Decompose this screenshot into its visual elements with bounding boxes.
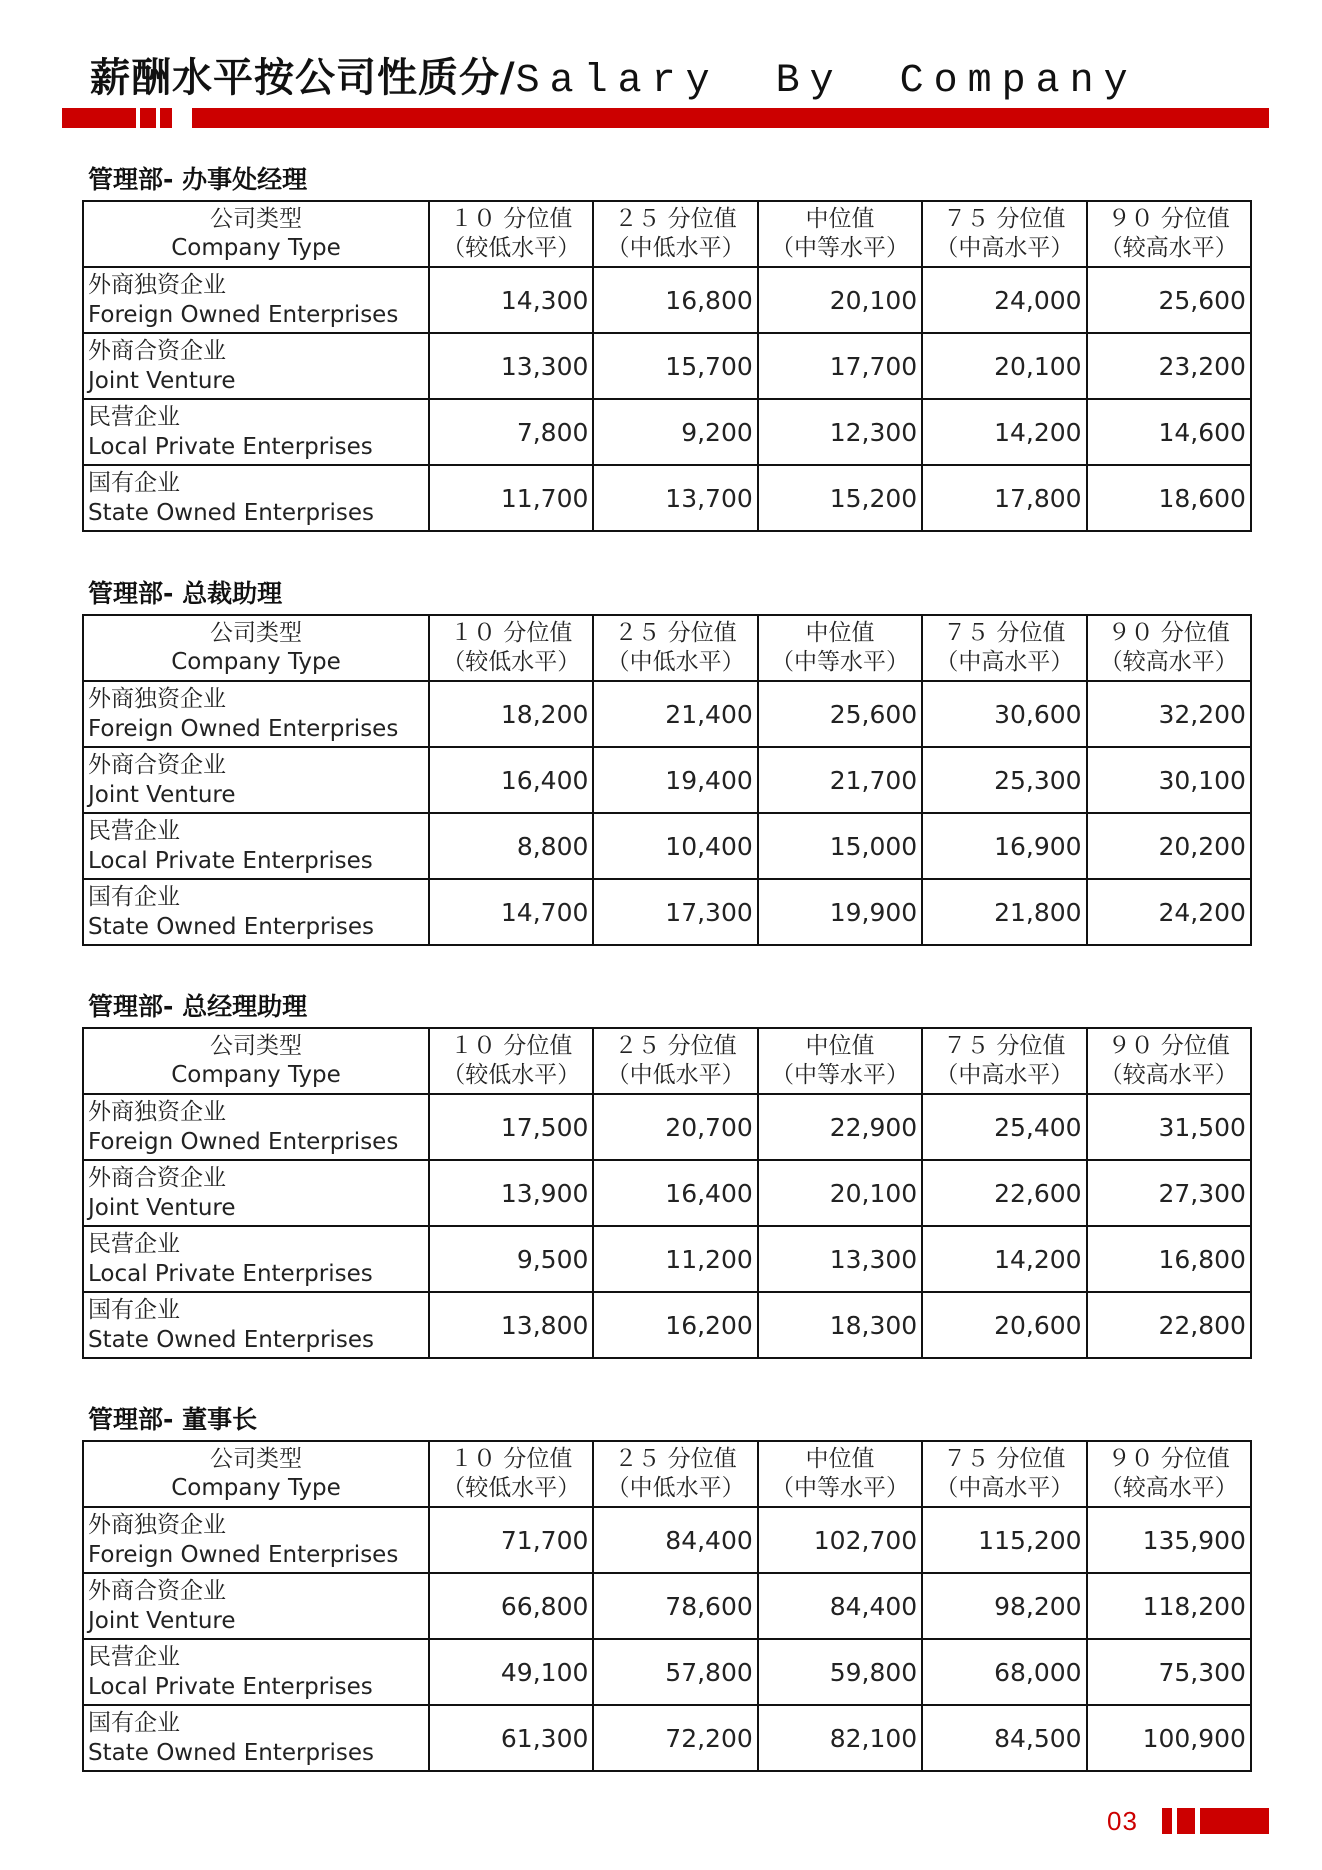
column-header-line: ７５ 分位值 (943, 206, 1066, 232)
salary-table (82, 200, 1252, 532)
page-title-zh: 薪酬水平按公司性质分/ (90, 55, 516, 101)
column-header-line: ９０ 分位值 (1107, 1446, 1230, 1472)
column-header-line: ９０ 分位值 (1107, 1033, 1230, 1059)
company-type-en: State Owned Enterprises (88, 500, 375, 526)
table-row (83, 465, 1251, 531)
column-header-p10 (429, 615, 593, 681)
salary-value-p10: 16,400 (429, 747, 593, 813)
column-header-p75 (922, 201, 1086, 267)
header-bar-block (140, 108, 156, 128)
salary-value-p50: 22,900 (758, 1094, 922, 1160)
column-header-line: （中高水平） (935, 235, 1074, 261)
salary-value-p25: 20,700 (593, 1094, 757, 1160)
salary-value-p75: 20,600 (922, 1292, 1086, 1358)
company-type-zh: 外商独资企业 (88, 272, 226, 298)
company-type-cell (83, 747, 429, 813)
header-row (83, 201, 1251, 267)
company-type-zh: 民营企业 (88, 1644, 180, 1670)
company-type-cell (83, 681, 429, 747)
salary-value-p25: 84,400 (593, 1507, 757, 1573)
column-header-p25 (593, 1028, 757, 1094)
column-header-line: ２５ 分位值 (614, 1446, 737, 1472)
column-header-line: ９０ 分位值 (1107, 206, 1230, 232)
column-header-p50 (758, 201, 922, 267)
company-type-en: Foreign Owned Enterprises (88, 716, 399, 742)
company-type-cell (83, 399, 429, 465)
company-type-en: State Owned Enterprises (88, 1327, 375, 1353)
company-type-cell (83, 1160, 429, 1226)
salary-value-p90: 25,600 (1087, 267, 1251, 333)
table-row (83, 1639, 1251, 1705)
company-type-zh: 外商独资企业 (88, 1512, 226, 1538)
company-type-zh: 民营企业 (88, 1231, 180, 1257)
salary-value-p75: 30,600 (922, 681, 1086, 747)
column-header-line: （中低水平） (606, 1062, 745, 1088)
company-type-en: Foreign Owned Enterprises (88, 1129, 399, 1155)
salary-value-p75: 14,200 (922, 1226, 1086, 1292)
table-row (83, 267, 1251, 333)
salary-value-p90: 24,200 (1087, 879, 1251, 945)
salary-value-p10: 13,300 (429, 333, 593, 399)
column-header-line: 公司类型 (210, 206, 302, 232)
salary-value-p50: 21,700 (758, 747, 922, 813)
column-header-p25 (593, 201, 757, 267)
column-header-p50 (758, 1028, 922, 1094)
salary-value-p75: 20,100 (922, 333, 1086, 399)
column-header-line: （中等水平） (770, 649, 909, 675)
column-header-line: ２５ 分位值 (614, 1033, 737, 1059)
company-type-en: Joint Venture (88, 782, 236, 808)
column-header-p75 (922, 1028, 1086, 1094)
column-header-company-type (83, 1441, 429, 1507)
company-type-en: State Owned Enterprises (88, 1740, 375, 1766)
table-row (83, 399, 1251, 465)
company-type-en: Foreign Owned Enterprises (88, 302, 399, 328)
salary-value-p50: 20,100 (758, 267, 922, 333)
column-header-line: （较低水平） (442, 1475, 581, 1501)
company-type-cell (83, 267, 429, 333)
salary-section (82, 987, 1250, 1359)
column-header-p90 (1087, 201, 1251, 267)
company-type-cell (83, 813, 429, 879)
column-header-p50 (758, 615, 922, 681)
salary-value-p50: 15,000 (758, 813, 922, 879)
section-title: 管理部- 董事长 (88, 1405, 258, 1434)
company-type-zh: 国有企业 (88, 470, 180, 496)
salary-table (82, 614, 1252, 946)
company-type-zh: 国有企业 (88, 1297, 180, 1323)
salary-value-p75: 17,800 (922, 465, 1086, 531)
table-row (83, 333, 1251, 399)
column-header-line: 公司类型 (210, 1446, 302, 1472)
column-header-line: （中等水平） (770, 1062, 909, 1088)
company-type-zh: 外商独资企业 (88, 686, 226, 712)
table-row (83, 813, 1251, 879)
column-header-line: ７５ 分位值 (943, 620, 1066, 646)
column-header-line: （较高水平） (1099, 235, 1238, 261)
salary-value-p90: 23,200 (1087, 333, 1251, 399)
column-header-p90 (1087, 1441, 1251, 1507)
company-type-zh: 国有企业 (88, 884, 180, 910)
column-header-line: （中等水平） (770, 235, 909, 261)
column-header-line: ２５ 分位值 (614, 206, 737, 232)
column-header-line: （中低水平） (606, 649, 745, 675)
column-header-line: （中高水平） (935, 1475, 1074, 1501)
column-header-p25 (593, 615, 757, 681)
column-header-p75 (922, 615, 1086, 681)
salary-value-p25: 11,200 (593, 1226, 757, 1292)
table-row (83, 1292, 1251, 1358)
salary-value-p50: 25,600 (758, 681, 922, 747)
company-type-en: Joint Venture (88, 368, 236, 394)
salary-value-p10: 13,800 (429, 1292, 593, 1358)
company-type-en: Joint Venture (88, 1608, 236, 1634)
salary-value-p90: 20,200 (1087, 813, 1251, 879)
table-row (83, 879, 1251, 945)
salary-value-p90: 16,800 (1087, 1226, 1251, 1292)
column-header-line: 中位值 (805, 1446, 875, 1472)
footer-bar-block (1177, 1808, 1195, 1834)
salary-value-p10: 17,500 (429, 1094, 593, 1160)
column-header-line: （较低水平） (442, 649, 581, 675)
salary-value-p50: 17,700 (758, 333, 922, 399)
company-type-cell (83, 1573, 429, 1639)
column-header-line: 公司类型 (210, 1033, 302, 1059)
salary-value-p90: 18,600 (1087, 465, 1251, 531)
salary-value-p75: 22,600 (922, 1160, 1086, 1226)
column-header-line: （较高水平） (1099, 1475, 1238, 1501)
salary-value-p10: 8,800 (429, 813, 593, 879)
salary-value-p25: 16,800 (593, 267, 757, 333)
column-header-p10 (429, 201, 593, 267)
column-header-line: １０ 分位值 (450, 620, 573, 646)
salary-value-p10: 7,800 (429, 399, 593, 465)
column-header-p10 (429, 1441, 593, 1507)
column-header-p75 (922, 1441, 1086, 1507)
salary-value-p50: 82,100 (758, 1705, 922, 1771)
salary-value-p75: 16,900 (922, 813, 1086, 879)
company-type-cell (83, 333, 429, 399)
salary-value-p10: 49,100 (429, 1639, 593, 1705)
page-title (90, 50, 1138, 106)
column-header-line: 中位值 (805, 1033, 875, 1059)
company-type-cell (83, 1507, 429, 1573)
company-type-cell (83, 1705, 429, 1771)
column-header-line: （中高水平） (935, 1062, 1074, 1088)
salary-value-p50: 12,300 (758, 399, 922, 465)
column-header-line: Company Type (171, 1062, 341, 1088)
table-row (83, 747, 1251, 813)
salary-value-p50: 18,300 (758, 1292, 922, 1358)
footer-bar-right (1200, 1808, 1269, 1834)
salary-value-p10: 11,700 (429, 465, 593, 531)
company-type-cell (83, 1226, 429, 1292)
salary-section (82, 160, 1250, 532)
column-header-line: 中位值 (805, 206, 875, 232)
column-header-line: （较高水平） (1099, 1062, 1238, 1088)
salary-value-p75: 98,200 (922, 1573, 1086, 1639)
table-row (83, 1160, 1251, 1226)
salary-value-p50: 19,900 (758, 879, 922, 945)
table-row (83, 1507, 1251, 1573)
salary-section (82, 574, 1250, 946)
salary-value-p75: 24,000 (922, 267, 1086, 333)
salary-value-p75: 115,200 (922, 1507, 1086, 1573)
salary-table (82, 1440, 1252, 1772)
company-type-zh: 外商独资企业 (88, 1099, 226, 1125)
table-row (83, 1705, 1251, 1771)
header-row (83, 615, 1251, 681)
column-header-line: （中低水平） (606, 235, 745, 261)
table-row (83, 681, 1251, 747)
column-header-line: ７５ 分位值 (943, 1446, 1066, 1472)
salary-value-p25: 72,200 (593, 1705, 757, 1771)
salary-value-p25: 16,200 (593, 1292, 757, 1358)
column-header-line: Company Type (171, 649, 341, 675)
column-header-line: （较低水平） (442, 235, 581, 261)
page-number: 03 (1107, 1806, 1138, 1836)
salary-value-p25: 10,400 (593, 813, 757, 879)
column-header-p90 (1087, 1028, 1251, 1094)
salary-value-p75: 25,300 (922, 747, 1086, 813)
salary-value-p90: 30,100 (1087, 747, 1251, 813)
company-type-en: Local Private Enterprises (88, 1261, 373, 1287)
column-header-p50 (758, 1441, 922, 1507)
column-header-line: Company Type (171, 235, 341, 261)
salary-value-p10: 9,500 (429, 1226, 593, 1292)
salary-value-p10: 66,800 (429, 1573, 593, 1639)
column-header-line: （中等水平） (770, 1475, 909, 1501)
salary-value-p90: 118,200 (1087, 1573, 1251, 1639)
salary-value-p50: 59,800 (758, 1639, 922, 1705)
column-header-line: １０ 分位值 (450, 1033, 573, 1059)
salary-value-p25: 15,700 (593, 333, 757, 399)
company-type-zh: 国有企业 (88, 1710, 180, 1736)
salary-value-p10: 18,200 (429, 681, 593, 747)
salary-value-p50: 84,400 (758, 1573, 922, 1639)
salary-section (82, 1400, 1250, 1772)
company-type-en: Local Private Enterprises (88, 434, 373, 460)
column-header-line: １０ 分位值 (450, 1446, 573, 1472)
company-type-cell (83, 1639, 429, 1705)
salary-table (82, 1027, 1252, 1359)
column-header-line: （中低水平） (606, 1475, 745, 1501)
company-type-zh: 民营企业 (88, 818, 180, 844)
page-title-en: Salary By Company (515, 59, 1138, 104)
salary-value-p90: 31,500 (1087, 1094, 1251, 1160)
header-bar-right (192, 108, 1269, 128)
header-bar-left (62, 108, 136, 128)
column-header-line: ７５ 分位值 (943, 1033, 1066, 1059)
salary-value-p90: 135,900 (1087, 1507, 1251, 1573)
section-title: 管理部- 总经理助理 (88, 992, 308, 1021)
salary-value-p90: 100,900 (1087, 1705, 1251, 1771)
salary-value-p75: 14,200 (922, 399, 1086, 465)
salary-value-p10: 71,700 (429, 1507, 593, 1573)
company-type-cell (83, 465, 429, 531)
salary-value-p75: 68,000 (922, 1639, 1086, 1705)
company-type-en: Joint Venture (88, 1195, 236, 1221)
salary-value-p50: 20,100 (758, 1160, 922, 1226)
salary-value-p25: 16,400 (593, 1160, 757, 1226)
company-type-zh: 外商合资企业 (88, 1165, 226, 1191)
salary-value-p10: 61,300 (429, 1705, 593, 1771)
company-type-cell (83, 879, 429, 945)
salary-value-p50: 102,700 (758, 1507, 922, 1573)
salary-value-p90: 14,600 (1087, 399, 1251, 465)
header-bar-block (160, 108, 172, 128)
column-header-line: ２５ 分位值 (614, 620, 737, 646)
footer-bar-block (1162, 1808, 1172, 1834)
salary-value-p10: 13,900 (429, 1160, 593, 1226)
column-header-line: Company Type (171, 1475, 341, 1501)
section-title: 管理部- 办事处经理 (88, 165, 308, 194)
company-type-zh: 外商合资企业 (88, 338, 226, 364)
column-header-line: 公司类型 (210, 620, 302, 646)
table-row (83, 1573, 1251, 1639)
column-header-line: 中位值 (805, 620, 875, 646)
column-header-line: （较高水平） (1099, 649, 1238, 675)
salary-value-p90: 22,800 (1087, 1292, 1251, 1358)
company-type-en: Foreign Owned Enterprises (88, 1542, 399, 1568)
salary-value-p90: 27,300 (1087, 1160, 1251, 1226)
salary-value-p90: 75,300 (1087, 1639, 1251, 1705)
company-type-en: Local Private Enterprises (88, 1674, 373, 1700)
salary-value-p25: 78,600 (593, 1573, 757, 1639)
salary-value-p50: 15,200 (758, 465, 922, 531)
company-type-cell (83, 1094, 429, 1160)
salary-value-p75: 84,500 (922, 1705, 1086, 1771)
table-row (83, 1226, 1251, 1292)
column-header-line: （中高水平） (935, 649, 1074, 675)
salary-value-p10: 14,300 (429, 267, 593, 333)
salary-value-p50: 13,300 (758, 1226, 922, 1292)
company-type-zh: 外商合资企业 (88, 752, 226, 778)
company-type-en: State Owned Enterprises (88, 914, 375, 940)
section-title: 管理部- 总裁助理 (88, 579, 283, 608)
table-row (83, 1094, 1251, 1160)
salary-value-p25: 13,700 (593, 465, 757, 531)
company-type-zh: 外商合资企业 (88, 1578, 226, 1604)
column-header-line: （较低水平） (442, 1062, 581, 1088)
salary-value-p90: 32,200 (1087, 681, 1251, 747)
column-header-p90 (1087, 615, 1251, 681)
salary-value-p75: 21,800 (922, 879, 1086, 945)
salary-value-p25: 9,200 (593, 399, 757, 465)
salary-value-p10: 14,700 (429, 879, 593, 945)
header-row (83, 1441, 1251, 1507)
company-type-zh: 民营企业 (88, 404, 180, 430)
salary-value-p25: 19,400 (593, 747, 757, 813)
column-header-line: １０ 分位值 (450, 206, 573, 232)
salary-value-p75: 25,400 (922, 1094, 1086, 1160)
company-type-cell (83, 1292, 429, 1358)
column-header-company-type (83, 1028, 429, 1094)
header-row (83, 1028, 1251, 1094)
column-header-company-type (83, 615, 429, 681)
salary-value-p25: 21,400 (593, 681, 757, 747)
company-type-en: Local Private Enterprises (88, 848, 373, 874)
column-header-p25 (593, 1441, 757, 1507)
column-header-line: ９０ 分位值 (1107, 620, 1230, 646)
column-header-p10 (429, 1028, 593, 1094)
salary-value-p25: 57,800 (593, 1639, 757, 1705)
column-header-company-type (83, 201, 429, 267)
salary-value-p25: 17,300 (593, 879, 757, 945)
